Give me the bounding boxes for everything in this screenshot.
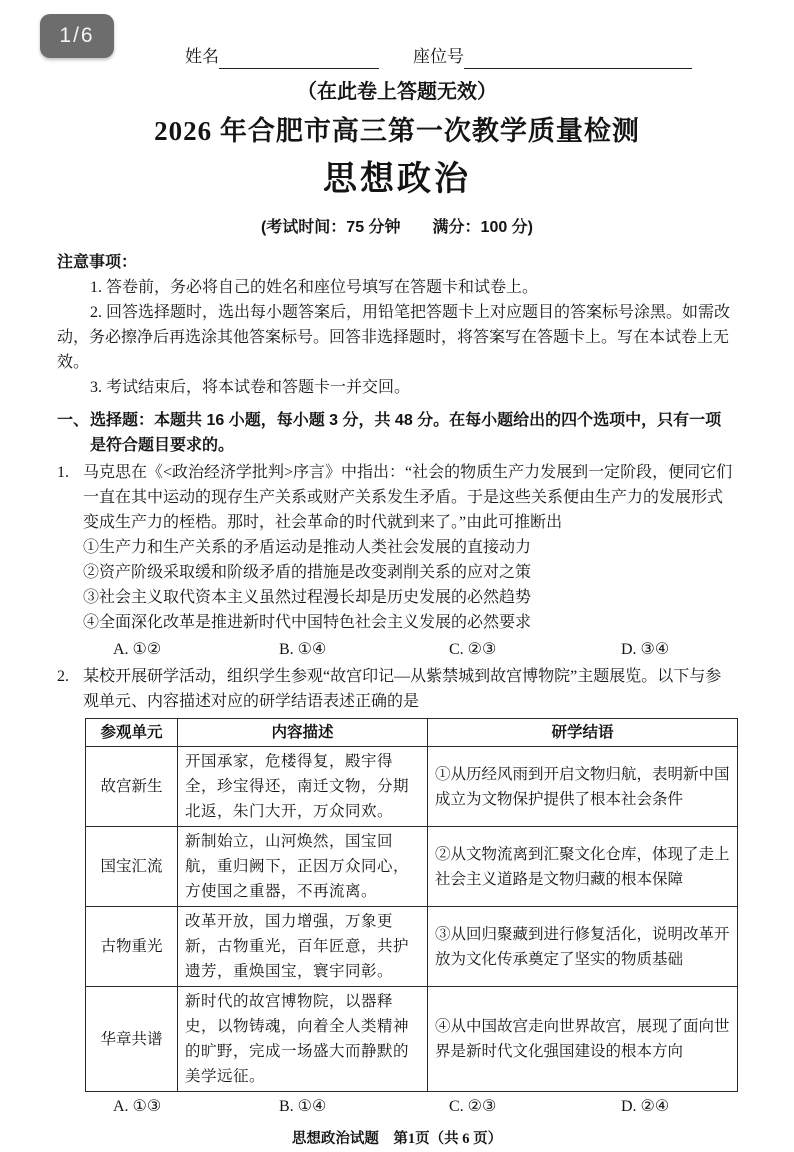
question-2-option-d: D. ②④ xyxy=(621,1098,670,1115)
notices-heading: 注意事项： xyxy=(57,254,138,271)
question-1-statement-1: ①生产力和生产关系的矛盾运动是推动人类社会发展的直接动力 xyxy=(83,539,532,556)
invalid-answer-notice: （在此卷上答题无效） xyxy=(297,81,497,103)
notice-item-2: 2. 回答选择题时，选出每小题答案后，用铅笔把答题卡上对应题目的答案标号涂黑。如需改动，务必擦净后再选涂其他答案标号。回答非选择题时，将答案写在答题卡上。写在本试卷上无效。 xyxy=(57,304,731,371)
row-1-unit: 故宫新生 xyxy=(86,747,178,827)
question-1-statement-2: ②资产阶级采取缓和阶级矛盾的措施是改变剥削关系的应对之策 xyxy=(83,564,532,581)
question-2-option-b: B. ①④ xyxy=(279,1098,327,1115)
row-2-unit: 国宝汇流 xyxy=(86,827,178,907)
question-1-option-c: C. ②③ xyxy=(449,641,497,658)
section-1-number: 一、 xyxy=(57,412,90,429)
table-row xyxy=(86,987,738,1092)
seat-label: 座位号 xyxy=(413,47,464,66)
question-2 xyxy=(57,664,737,714)
question-1-stem: 马克思在《<政治经济学批判>序言》中指出：“社会的物质生产力发展到一定阶段，便同它们一直在其中运动的现存生产关系或财产关系发生矛盾。于是这些关系便由生产力的发展形式变成生产力的桎梏。那时，社会革命的时代就到来了。”由此可推断出 xyxy=(83,464,733,531)
question-1-option-d: D. ③④ xyxy=(621,641,670,658)
exam-subject: 思想政治 xyxy=(323,160,471,198)
row-2-desc: 新制始立，山河焕然，国宝回航，重归阙下，正因万众同心，方使国之重器，不再流离。 xyxy=(178,827,428,907)
table-row xyxy=(86,827,738,907)
study-tour-table xyxy=(85,718,738,1092)
table-row xyxy=(86,747,738,827)
question-1-option-a: A. ①② xyxy=(113,641,162,658)
exam-time-score-info: (考试时间：75 分钟 满分：100 分) xyxy=(260,219,534,236)
header-desc: 内容描述 xyxy=(178,719,428,747)
section-1-text: 选择题：本题共 16 小题，每小题 3 分，共 48 分。在每小题给出的四个选项中，只有一项是符合题目要求的。 xyxy=(90,412,722,454)
row-4-note: ④从中国故宫走向世界故宫，展现了面向世界是新时代文化强国建设的根本方向 xyxy=(428,987,738,1092)
question-1-number: 1. xyxy=(57,464,69,481)
question-2-options xyxy=(57,1094,737,1119)
row-4-unit: 华章共谱 xyxy=(86,987,178,1092)
table-row xyxy=(86,907,738,987)
row-4-desc: 新时代的故宫博物院，以器释史，以物铸魂，向着全人类精神的旷野，完成一场盛大而静默的美学远征。 xyxy=(178,987,428,1092)
question-2-number: 2. xyxy=(57,668,69,685)
section-1-heading xyxy=(57,408,737,458)
name-seat-row xyxy=(185,44,737,70)
page-indicator-badge: 1/6 xyxy=(40,14,114,58)
notices-section xyxy=(57,250,737,400)
row-3-unit: 古物重光 xyxy=(86,907,178,987)
name-label: 姓名 xyxy=(185,47,219,66)
row-2-note: ②从文物流离到汇聚文化仓库，体现了走上社会主义道路是文物归藏的根本保障 xyxy=(428,827,738,907)
page-footer: 思想政治试题 第1页（共 6 页） xyxy=(291,1131,503,1147)
row-3-desc: 改革开放，国力增强，万象更新，古物重光，百年匠意，共护遗芳，重焕国宝，寰宇同彰。 xyxy=(178,907,428,987)
header-note: 研学结语 xyxy=(428,719,738,747)
name-blank xyxy=(219,51,379,69)
header-unit: 参观单元 xyxy=(86,719,178,747)
question-1-options xyxy=(57,637,737,662)
seat-blank xyxy=(464,51,692,69)
row-1-note: ①从历经风雨到开启文物归航，表明新中国成立为文物保护提供了根本社会条件 xyxy=(428,747,738,827)
notice-item-1: 1. 答卷前，务必将自己的姓名和座位号填写在答题卡和试卷上。 xyxy=(90,279,539,296)
table-header-row xyxy=(86,719,738,747)
exam-title: 2026 年合肥市高三第一次教学质量检测 xyxy=(154,116,640,146)
notice-item-3: 3. 考试结束后，将本试卷和答题卡一并交回。 xyxy=(90,379,411,396)
question-2-option-a: A. ①③ xyxy=(113,1098,162,1115)
question-1-statement-4: ④全面深化改革是推进新时代中国特色社会主义发展的必然要求 xyxy=(83,614,532,631)
question-2-option-c: C. ②③ xyxy=(449,1098,497,1115)
question-1-statement-3: ③社会主义取代资本主义虽然过程漫长却是历史发展的必然趋势 xyxy=(83,589,532,606)
question-1 xyxy=(57,460,737,535)
question-2-stem: 某校开展研学活动，组织学生参观“故宫印记—从紫禁城到故宫博物院”主题展览。以下与参观单元、内容描述对应的研学结语表述正确的是 xyxy=(83,668,722,710)
row-1-desc: 开国承家，危楼得复，殿宇得全，珍宝得还，南迁文物，分期北返，朱门大开，万众同欢。 xyxy=(178,747,428,827)
question-1-option-b: B. ①④ xyxy=(279,641,327,658)
row-3-note: ③从回归聚藏到进行修复活化，说明改革开放为文化传承奠定了坚实的物质基础 xyxy=(428,907,738,987)
